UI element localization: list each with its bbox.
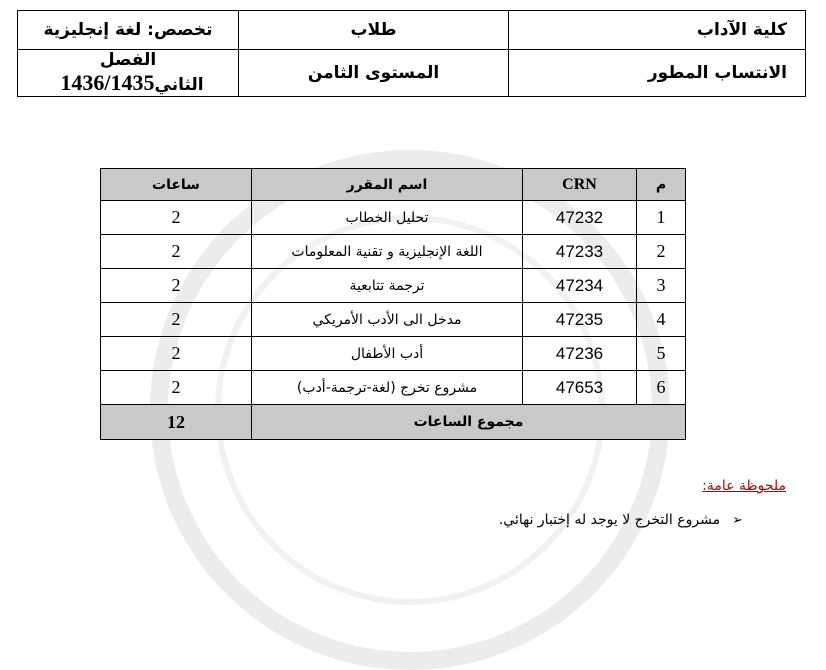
header-row	[18, 11, 806, 50]
crn-cell: 47236	[523, 337, 637, 371]
crn-cell: 47234	[523, 269, 637, 303]
course-name-cell: اللغة الإنجليزية و تقنية المعلومات	[252, 235, 523, 269]
table-row	[101, 371, 686, 405]
table-row	[101, 269, 686, 303]
semester-year: 1436/1435	[60, 70, 155, 95]
hours-cell: 2	[101, 201, 252, 235]
col-header-course: اسم المقرر	[252, 169, 523, 201]
row-number: 4	[637, 303, 686, 337]
hours-cell: 2	[101, 337, 252, 371]
col-header-crn: CRN	[523, 169, 637, 201]
table-row	[101, 337, 686, 371]
courses-table	[100, 168, 686, 440]
course-name-cell: أدب الأطفال	[252, 337, 523, 371]
crn-cell: 47235	[523, 303, 637, 337]
table-row	[101, 303, 686, 337]
course-name-cell: مشروع تخرج (لغة-ترجمة-أدب)	[252, 371, 523, 405]
row-number: 6	[637, 371, 686, 405]
crn-cell: 47653	[523, 371, 637, 405]
header-table	[17, 10, 806, 97]
hours-cell: 2	[101, 269, 252, 303]
note-title: ملحوظة عامة:	[702, 478, 786, 494]
note-item	[499, 512, 743, 528]
row-number: 3	[637, 269, 686, 303]
program-cell: الانتساب المطور	[509, 50, 806, 97]
note-text: مشروع التخرج لا يوجد له إختبار نهائي.	[498, 512, 721, 528]
row-number: 1	[637, 201, 686, 235]
col-header-m: م	[637, 169, 686, 201]
col-header-hours: ساعات	[101, 169, 252, 201]
total-hours: 12	[101, 405, 252, 440]
crn-cell: 47233	[523, 235, 637, 269]
row-number: 2	[637, 235, 686, 269]
table-header-row	[101, 169, 686, 201]
hours-cell: 2	[101, 371, 252, 405]
hours-cell: 2	[101, 303, 252, 337]
table-row	[101, 235, 686, 269]
arrow-bullet-icon: ➢	[732, 513, 743, 528]
semester-cell	[18, 50, 239, 97]
row-number: 5	[637, 337, 686, 371]
hours-cell: 2	[101, 235, 252, 269]
course-name-cell: ترجمة تتابعية	[252, 269, 523, 303]
total-label: مجموع الساعات	[252, 405, 686, 440]
course-name-cell: تحليل الخطاب	[252, 201, 523, 235]
total-row	[101, 405, 686, 440]
level-cell: المستوى الثامن	[239, 50, 509, 97]
crn-cell: 47232	[523, 201, 637, 235]
course-name-cell: مدخل الى الأدب الأمريكي	[252, 303, 523, 337]
specialization-cell: تخصص: لغة إنجليزية	[18, 11, 239, 50]
semester-label: الفصل الثاني	[99, 50, 204, 95]
students-cell: طلاب	[239, 11, 509, 50]
header-row	[18, 50, 806, 97]
faculty-cell: كلية الآداب	[509, 11, 806, 50]
table-row	[101, 201, 686, 235]
